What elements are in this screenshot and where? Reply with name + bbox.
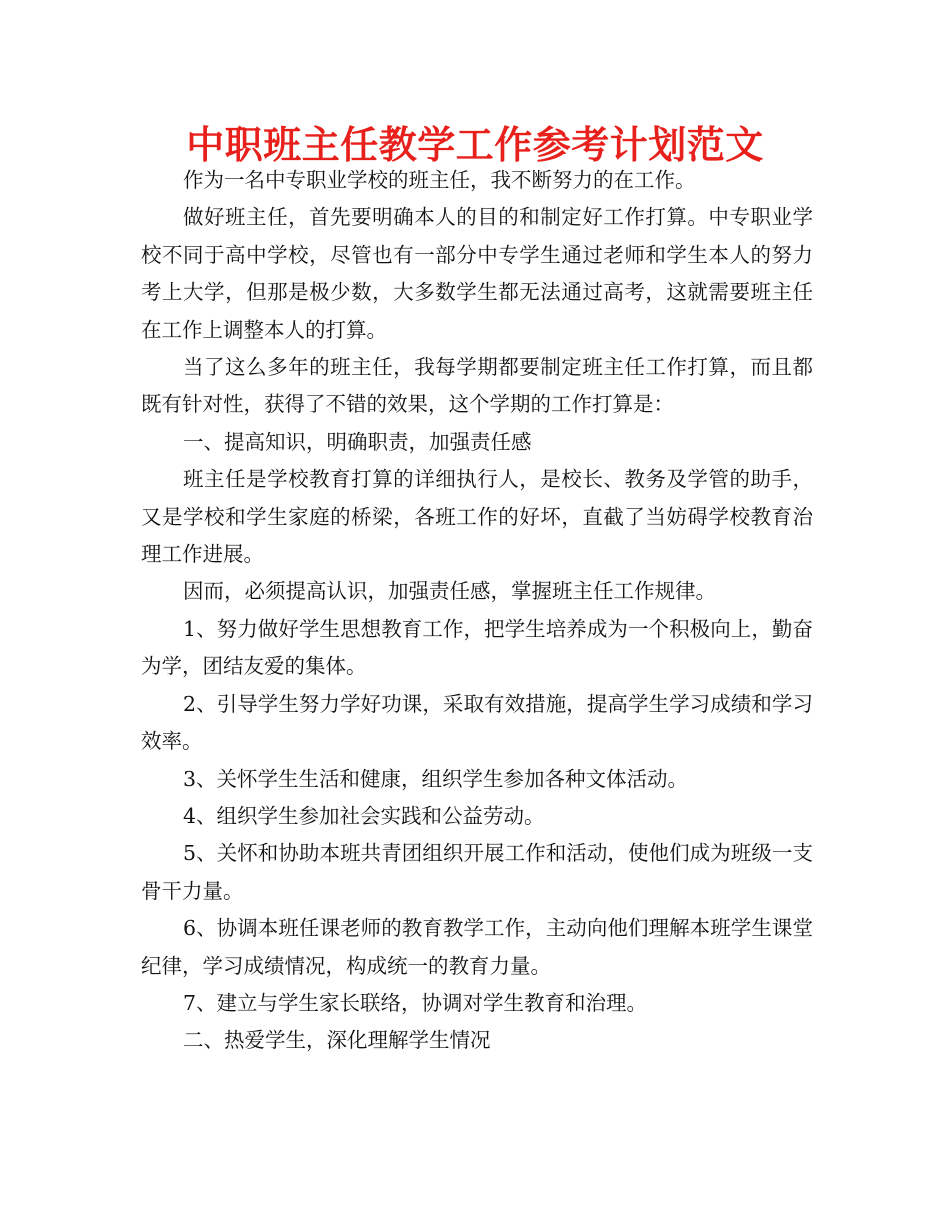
list-item: 4、组织学生参加社会实践和公益劳动。 — [183, 803, 545, 828]
list-item: 3、关怀学生生活和健康，组织学生参加各种文体活动。 — [183, 766, 689, 791]
paragraph: 做好班主任，首先要明确本人的目的和制定好工作打算。中专职业学校不同于高中学校，尽管也有一部分中专学生通过老师和学生本人的努力考上大学，但那是极少数，大多数学生都无法通过高考，这就需要班主任在工作上调整本人的打算。 — [141, 205, 813, 342]
section-heading: 一、提高知识，明确职责，加强责任感 — [183, 429, 532, 454]
section-heading: 二、热爱学生，深化理解学生情况 — [183, 1028, 491, 1053]
document-title: 中职班主任教学工作参考计划范文 — [186, 123, 764, 167]
document-body — [141, 162, 813, 1060]
paragraph: 班主任是学校教育打算的详细执行人，是校长、教务及学管的助手，又是学校和学生家庭的桥梁，各班工作的好坏，直截了当妨碍学校教育治理工作进展。 — [141, 467, 813, 567]
list-item: 1、努力做好学生思想教育工作，把学生培养成为一个积极向上，勤奋为学，团结友爱的集体。 — [141, 616, 813, 679]
paragraph: 作为一名中专职业学校的班主任，我不断努力的在工作。 — [183, 168, 696, 192]
paragraph: 当了这么多年的班主任，我每学期都要制定班主任工作打算，而且都既有针对性，获得了不错的效果，这个学期的工作打算是： — [141, 355, 813, 417]
list-item: 7、建立与学生家长联络，协调对学生教育和治理。 — [183, 990, 648, 1015]
list-item: 2、引导学生努力学好功课，采取有效措施，提高学生学习成绩和学习效率。 — [141, 691, 813, 754]
paragraph: 因而，必须提高认识，加强责任感，掌握班主任工作规律。 — [183, 579, 716, 604]
list-item: 5、关怀和协助本班共青团组织开展工作和活动，使他们成为班级一支骨干力量。 — [141, 841, 813, 903]
list-item: 6、协调本班任课老师的教育教学工作，主动向他们理解本班学生课堂纪律，学习成绩情况，构成统一的教育力量。 — [141, 916, 813, 978]
